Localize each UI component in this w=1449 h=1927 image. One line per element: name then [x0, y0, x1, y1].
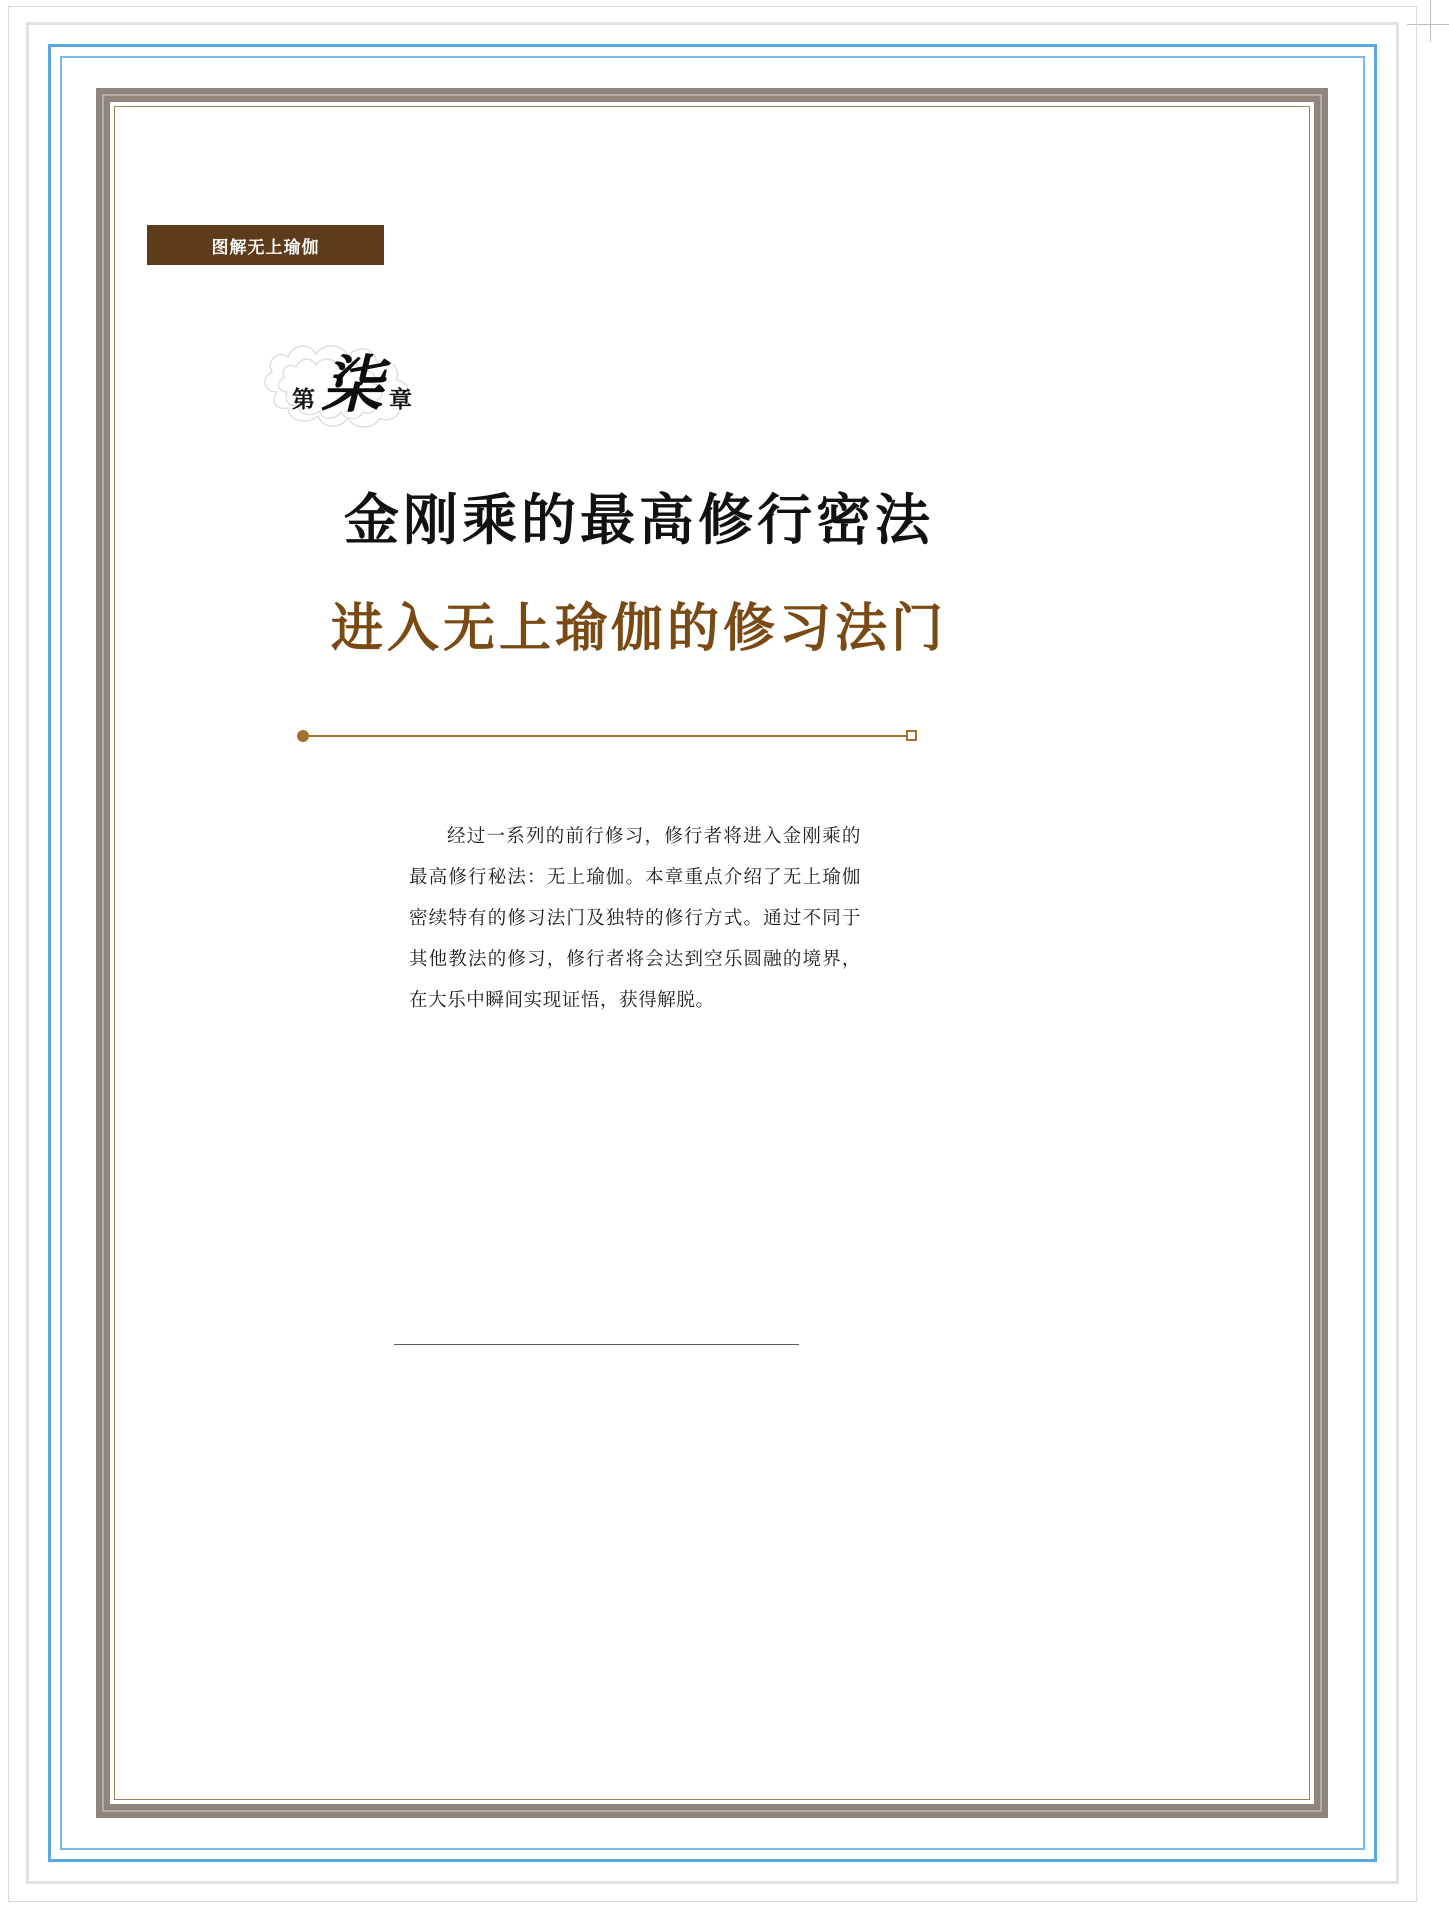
rule-square-icon: [906, 730, 917, 741]
chapter-seal-text: [242, 330, 462, 440]
running-head-tag: 图解无上瑜伽: [147, 225, 384, 265]
decorative-rule: [297, 726, 917, 746]
chapter-number: 柒: [320, 348, 383, 421]
chapter-intro-paragraph: 经过一系列的前行修习，修行者将进入金刚乘的最高修行秘法：无上瑜伽。本章重点介绍了无上瑜伽密续特有的修习法门及独特的修行方式。通过不同于其他教法的修习，修行者将会达到空乐圆融的境界，在大乐中瞬间实现证悟，获得解脱。: [409, 826, 861, 1011]
chapter-suffix: 章: [389, 385, 412, 413]
page-content: [114, 106, 1310, 1800]
rule-line: [305, 735, 907, 737]
chapter-prefix: 第: [291, 385, 315, 413]
chapter-seal-ornament: [242, 330, 462, 440]
crop-mark-vertical-icon: [1430, 0, 1431, 42]
bottom-divider: [394, 1344, 799, 1345]
chapter-title-main: 金刚乘的最高修行密法: [343, 487, 934, 552]
chapter-title-sub: 进入无上瑜伽的修习法门: [330, 599, 947, 659]
